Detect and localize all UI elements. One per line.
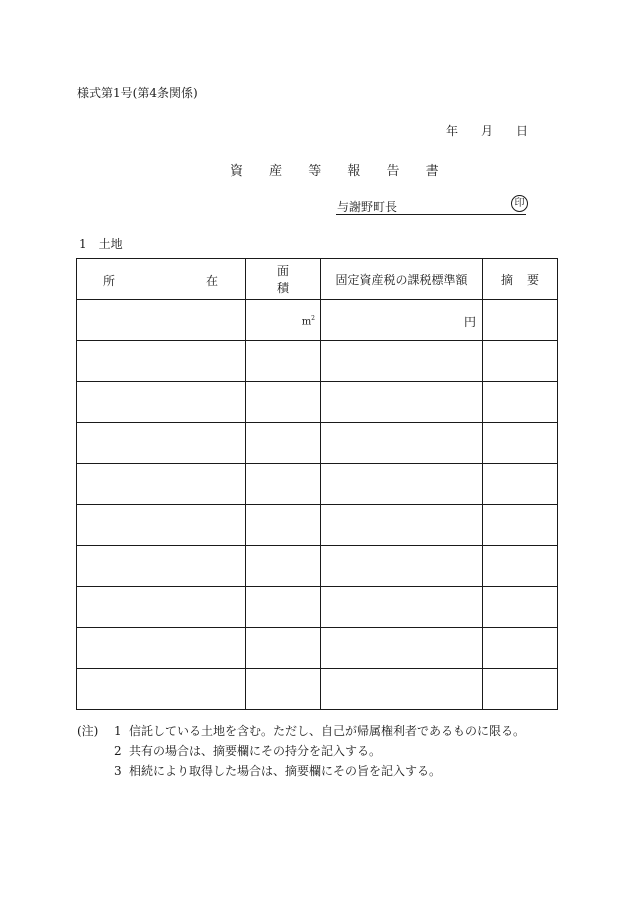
section-label: 1 土地 [79, 237, 123, 251]
cell-remarks[interactable] [483, 669, 558, 710]
table-row [77, 300, 558, 341]
note-number: 1 [114, 724, 122, 738]
cell-remarks[interactable] [483, 587, 558, 628]
note-text: 共有の場合は、摘要欄にその持分を記入する。 [129, 744, 382, 758]
cell-location[interactable] [77, 505, 246, 546]
cell-remarks[interactable] [483, 505, 558, 546]
cell-location[interactable] [77, 587, 246, 628]
cell-assessed-value[interactable] [321, 300, 483, 341]
date-day-label: 日 [516, 124, 529, 138]
header-location-left: 所 [103, 274, 116, 288]
note-text: 信託している土地を含む。ただし、自己が帰属権利者であるものに限る。 [129, 724, 526, 738]
cell-area[interactable] [246, 423, 321, 464]
area-unit: $m^2$ [301, 315, 315, 328]
yen-unit: 円 [463, 315, 476, 329]
cell-location[interactable] [77, 300, 246, 341]
table-row [77, 587, 558, 628]
cell-assessed-value[interactable] [321, 505, 483, 546]
table-header-row [77, 259, 558, 300]
cell-assessed-value[interactable] [321, 587, 483, 628]
table-row [77, 546, 558, 587]
note-number: 3 [114, 764, 122, 778]
cell-location[interactable] [77, 628, 246, 669]
land-table [76, 258, 558, 710]
notes-mark: (注) [77, 724, 99, 738]
cell-remarks[interactable] [483, 341, 558, 382]
header-assessed-value: 固定資産税の課税標準額 [321, 259, 483, 300]
cell-remarks[interactable] [483, 423, 558, 464]
cell-remarks[interactable] [483, 546, 558, 587]
cell-area[interactable] [246, 587, 321, 628]
header-area: 面積 [246, 259, 321, 300]
cell-area[interactable] [246, 341, 321, 382]
recipient: 与謝野町長 [337, 200, 398, 214]
cell-area[interactable] [246, 669, 321, 710]
cell-remarks[interactable] [483, 300, 558, 341]
header-remarks: 摘要 [483, 259, 558, 300]
cell-assessed-value[interactable] [321, 628, 483, 669]
cell-location[interactable] [77, 423, 246, 464]
cell-location[interactable] [77, 464, 246, 505]
cell-assessed-value[interactable] [321, 669, 483, 710]
cell-assessed-value[interactable] [321, 382, 483, 423]
header-location [77, 259, 246, 300]
cell-location[interactable] [77, 341, 246, 382]
cell-assessed-value[interactable] [321, 423, 483, 464]
table-row [77, 628, 558, 669]
table-row [77, 505, 558, 546]
cell-assessed-value[interactable] [321, 341, 483, 382]
table-row [77, 341, 558, 382]
form-id: 様式第1号(第4条関係) [77, 86, 198, 100]
note-text: 相続により取得した場合は、摘要欄にその旨を記入する。 [129, 764, 442, 778]
cell-area[interactable] [246, 505, 321, 546]
table-row [77, 423, 558, 464]
cell-location[interactable] [77, 382, 246, 423]
cell-remarks[interactable] [483, 382, 558, 423]
table-row [77, 464, 558, 505]
seal-mark: 印 [511, 195, 528, 212]
note-number: 2 [114, 744, 122, 758]
cell-area[interactable] [246, 546, 321, 587]
date-month-label: 月 [481, 124, 494, 138]
cell-area[interactable] [246, 628, 321, 669]
cell-location[interactable] [77, 546, 246, 587]
cell-area[interactable] [246, 382, 321, 423]
cell-location[interactable] [77, 669, 246, 710]
cell-area[interactable] [246, 300, 321, 341]
document-title: 資 産 等 報 告 書 [230, 164, 450, 179]
cell-remarks[interactable] [483, 464, 558, 505]
cell-area[interactable] [246, 464, 321, 505]
cell-assessed-value[interactable] [321, 546, 483, 587]
header-location-right: 在 [205, 274, 218, 288]
cell-remarks[interactable] [483, 628, 558, 669]
date-year-label: 年 [446, 124, 459, 138]
table-row [77, 382, 558, 423]
cell-assessed-value[interactable] [321, 464, 483, 505]
table-row [77, 669, 558, 710]
recipient-underline [336, 214, 526, 215]
